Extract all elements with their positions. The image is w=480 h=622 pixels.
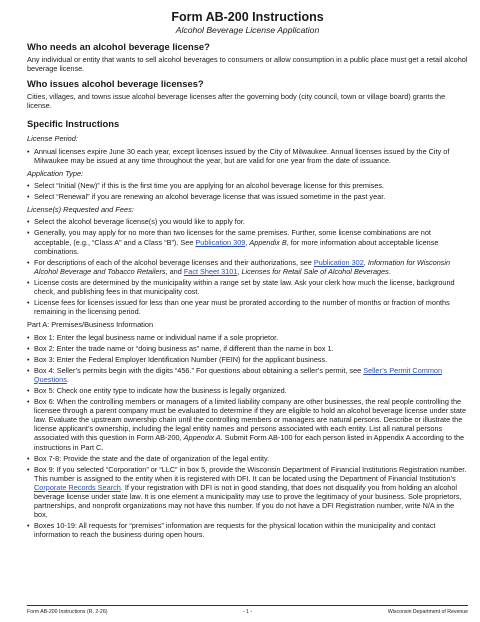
- who-issues-text: Cities, villages, and towns issue alcohol beverage licenses after the governing body (city council, town or village board) grants the license.: [27, 92, 446, 111]
- page-subtitle: Alcohol Beverage License Application: [175, 25, 320, 35]
- part-a-box-9: • Box 9: If you selected “Corporation” or “LLC” in box 5, provide the Wisconsin Department of Financial Institutions Registration number. This number is assigned to the entity when it is registered with DFI. It can be located using the Department of Financial Institution’s Corporate Records Search. If your registration with DFI is not in good standing, that does not disqualify you from holding an alcohol beverage license under state law. It is one element a municipality may use to prove the legitimacy of your business. Sole proprietors, partnerships, and nonprofit organizations may not have this number. If you do not have a DFI Registration number, write N/A in the box.: [27, 465, 468, 520]
- page-footer: [27, 605, 468, 615]
- licenses-fees-item-prorated: • License fees for licenses issued for less than one year must be prorated according to the number of months or fraction of months remaining in the licensing period.: [27, 298, 468, 316]
- application-type-label: Application Type:: [27, 168, 84, 178]
- licenses-fees-label: License(s) Requested and Fees:: [27, 205, 134, 215]
- footer-form-id: Form AB-200 Instructions (R. 2-26): [27, 609, 108, 615]
- licenses-fees-item-descriptions: • For descriptions of each of the alcohol beverage licenses and their authorizations, see Publication 302, Information for Wisconsin Alcohol Beverage and Tobacco Retailers, and Fact Sheet 3101, Licenses for Retail Sale of Alcohol Beverages.: [27, 258, 468, 276]
- application-type-list: [27, 181, 468, 201]
- licenses-fees-item-combinations: • Generally, you may apply for no more than two licenses for the same premises. Further, some license combinations are not acceptable, (e.g., “Class A” and a Class “B”). See Publication 309, Appendix B, for more information about acceptable license combinations.: [27, 228, 468, 255]
- part-a-box-7-8: • Box 7-8: Provide the state and the date of organization of the legal entity.: [27, 454, 468, 463]
- publication-302-link[interactable]: Publication 302: [313, 257, 364, 267]
- who-needs-text: Any individual or entity that wants to sell alcohol beverages to consumers or allow consumption in a public place must get a retail alcohol beverage license.: [27, 55, 468, 74]
- license-period-item: • Annual licenses expire June 30 each year, except licenses issued by the City of Milwaukee. Annual licenses issued by the City of Milwaukee may be issued at any time throughout the year, but are valid for one year from the date of issuance.: [27, 147, 468, 165]
- application-type-item-initial: • Select “Initial (New)” if this is the first time you are applying for an alcohol beverage license for this premises.: [27, 181, 468, 190]
- page-title: Form AB-200 Instructions: [171, 10, 324, 24]
- who-issues-heading: Who issues alcohol beverage licenses?: [27, 78, 204, 90]
- part-a-box-4: • Box 4: Seller’s permits begin with the digits “456.” For questions about obtaining a seller’s permit, see Seller’s Permit Common Questions.: [27, 366, 468, 384]
- footer-page-number: - 1 -: [242, 609, 253, 615]
- license-period-label: License Period:: [27, 134, 78, 144]
- licenses-fees-item-costs: • License costs are determined by the municipality within a range set by state law. Ask your clerk how much the license, background check, and publishing fees in that municipality cost.: [27, 278, 468, 296]
- footer-agency: Wisconsin Department of Revenue: [387, 609, 468, 615]
- who-needs-heading: Who needs an alcohol beverage license?: [27, 41, 210, 52]
- license-period-list: [27, 147, 468, 165]
- part-a-box-6: • Box 6: When the controlling members or managers of a limited liability company are other businesses, the real people controlling the licensee through a parent company must be evaluated to determine if they are eligible to hold an alcohol beverage license under state law. Evaluate the upstream ownership chain until the controlling members or managers are natural persons. Describe or illustrate the license applicant’s ownership, including the legal entity names and persons associated with each entity. List all natural persons associated with this question in Form AB-200, Appendix A. Submit Form AB-100 for each person listed in Appendix A according to the instructions in Part C.: [27, 397, 468, 452]
- part-a-box-2: • Box 2: Enter the trade name or “doing business as” name, if different than the name in box 1.: [27, 344, 468, 353]
- licenses-fees-list: [27, 217, 468, 316]
- licenses-fees-item-select: • Select the alcohol beverage license(s) you would like to apply for.: [27, 217, 468, 226]
- sellers-permit-link[interactable]: Seller’s Permit Common Questions: [34, 365, 443, 384]
- application-type-item-renewal: • Select “Renewal” if you are renewing an alcohol beverage license that was issued sometime in the past year.: [27, 192, 468, 201]
- corporate-records-search-link[interactable]: Corporate Records Search: [34, 482, 121, 492]
- publication-309-link[interactable]: Publication 309: [195, 237, 246, 247]
- part-a-box-1: • Box 1: Enter the legal business name or individual name if a sole proprietor.: [27, 333, 468, 342]
- fact-sheet-3101-link[interactable]: Fact Sheet 3101: [183, 266, 238, 276]
- part-a-label: Part A: Premises/Business Information: [27, 320, 154, 330]
- part-a-box-10-19: • Boxes 10-19: All requests for “premises” information are requests for the physical location within the municipality and contact information to reach the business during open hours.: [27, 521, 468, 539]
- specific-instructions-heading: Specific Instructions: [27, 118, 120, 130]
- part-a-list: [27, 333, 468, 540]
- part-a-box-3: • Box 3: Enter the Federal Employer Identification Number (FEIN) for the applicant business.: [27, 355, 468, 364]
- part-a-box-5: • Box 5: Check one entity type to indicate how the business is legally organized.: [27, 386, 468, 395]
